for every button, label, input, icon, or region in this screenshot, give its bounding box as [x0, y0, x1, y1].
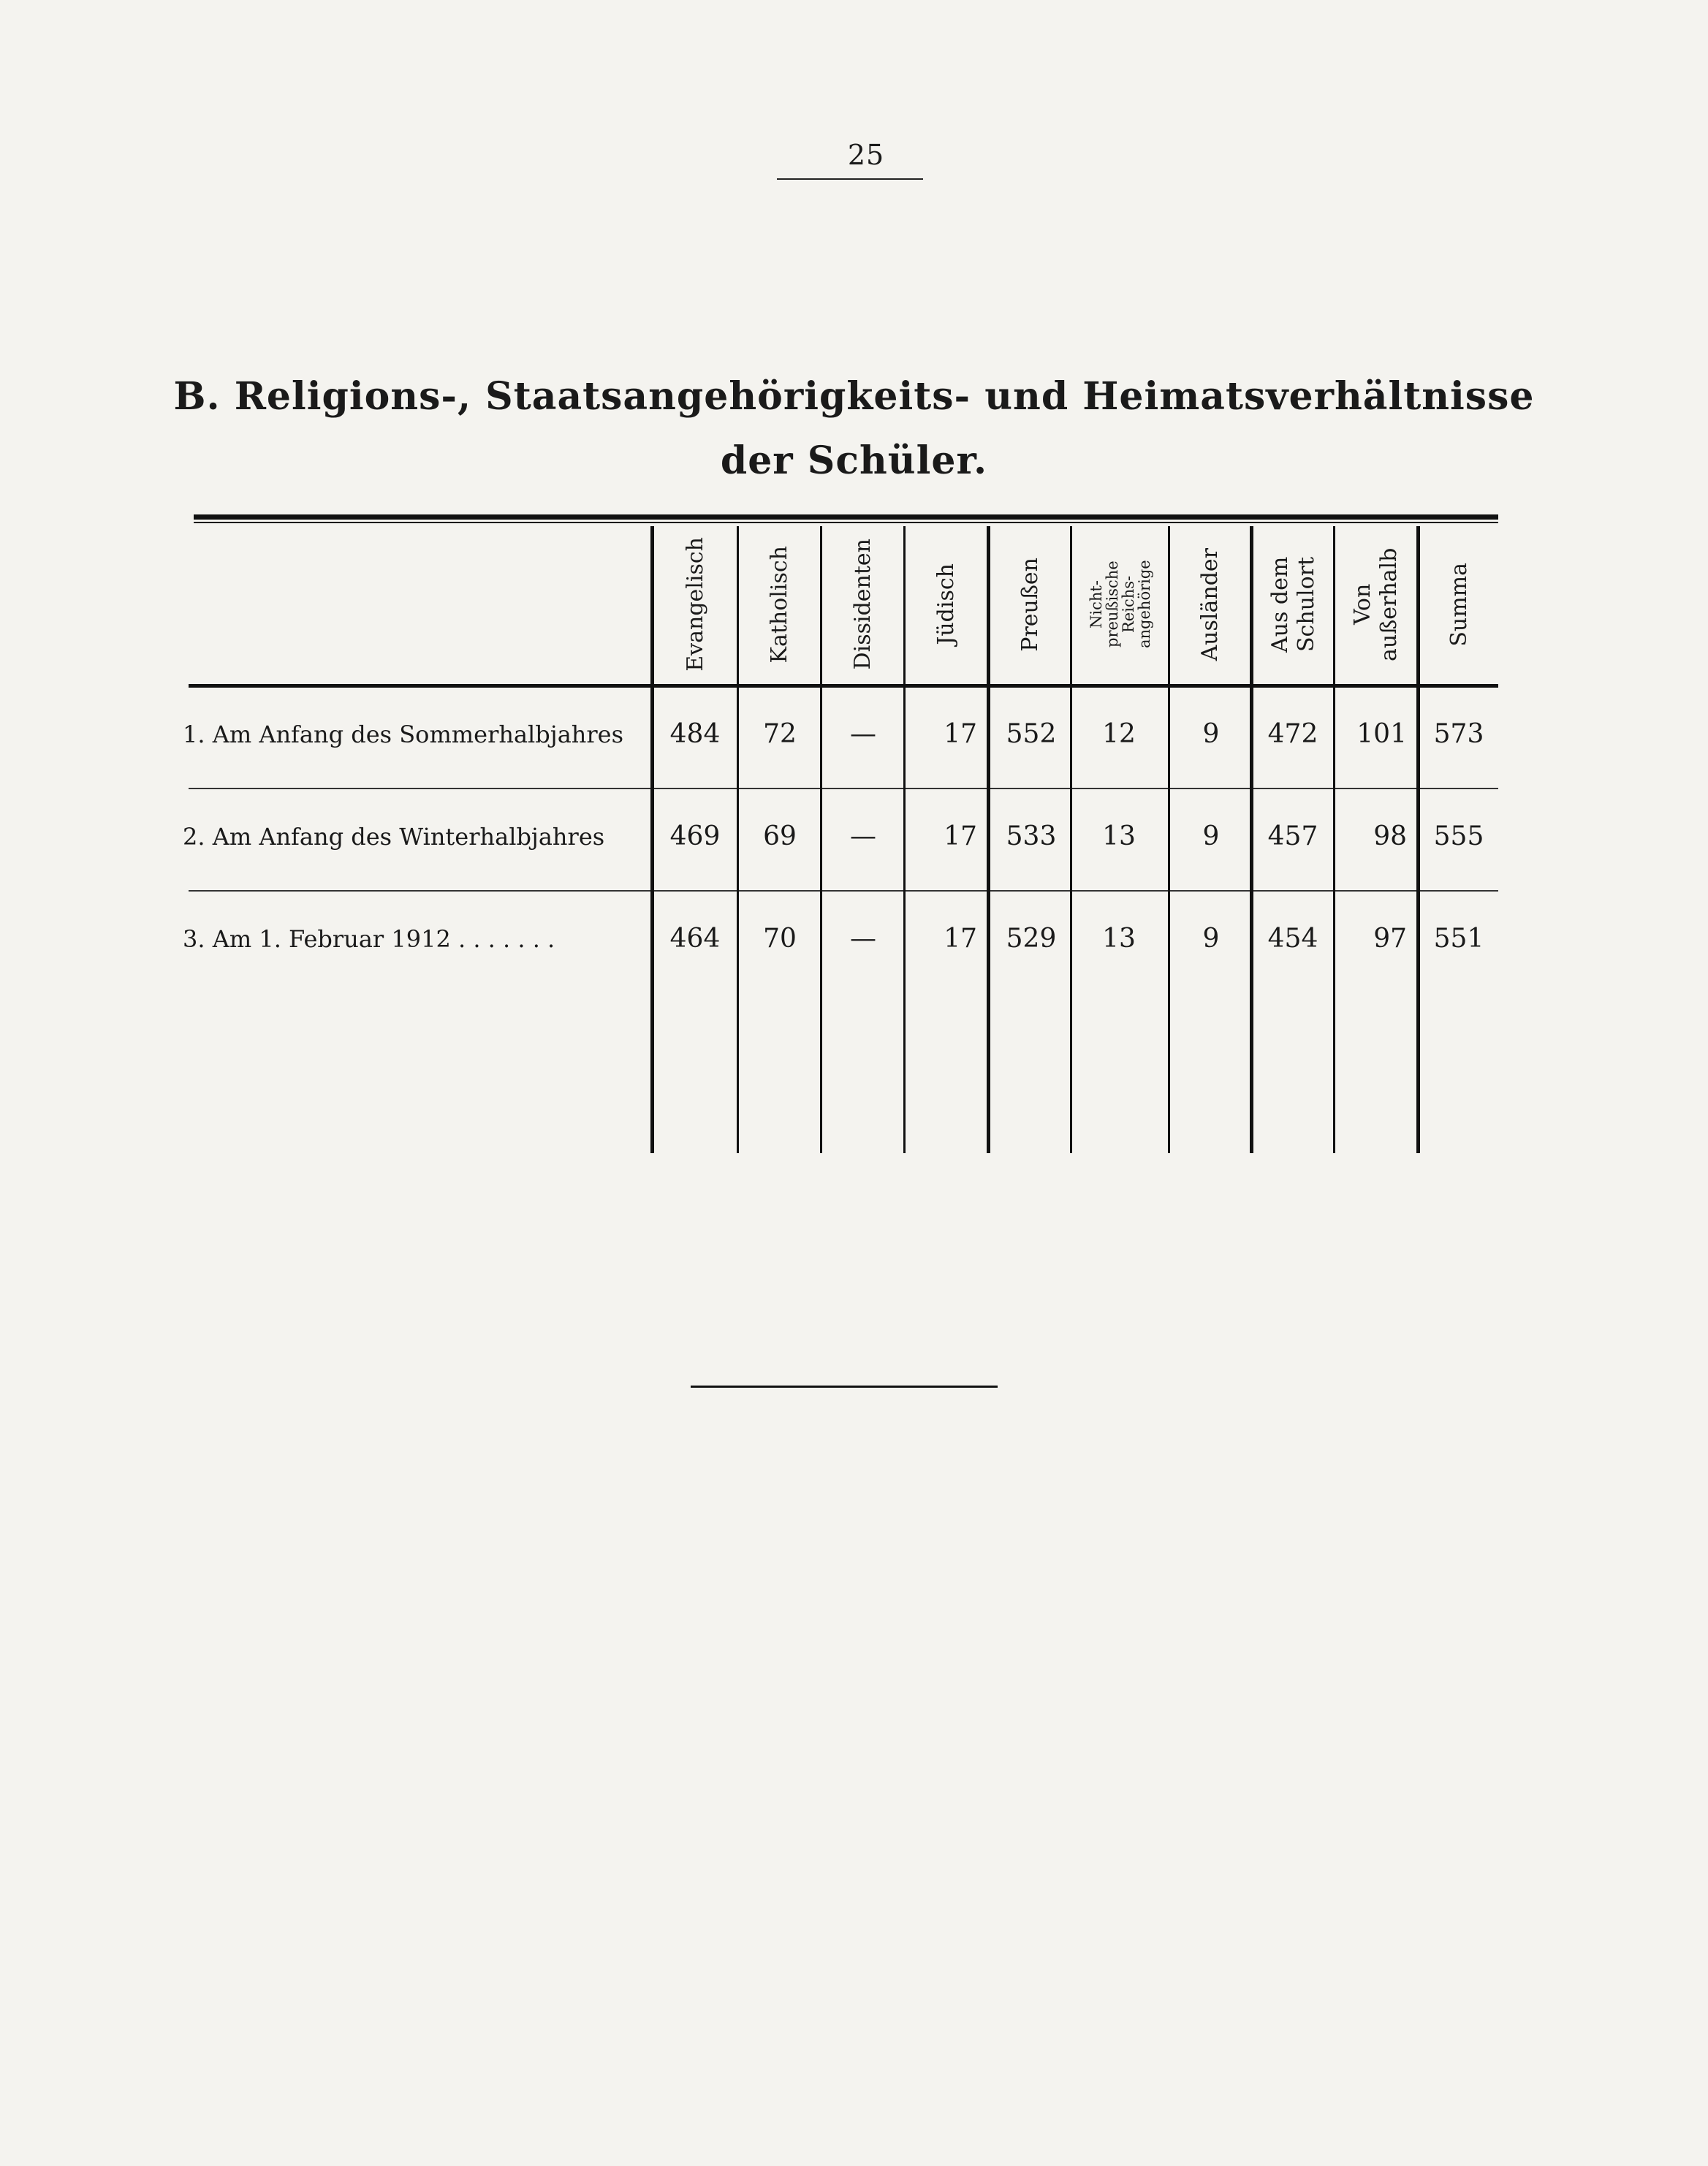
- row-separator-2: [189, 890, 1498, 892]
- cell: 533: [1006, 821, 1057, 851]
- cell: 484: [669, 719, 721, 749]
- closing-rule: [691, 1386, 998, 1388]
- column-header: Von außerhalb: [1349, 547, 1402, 661]
- cell: 552: [1006, 719, 1057, 749]
- column-header: Aus dem Schulort: [1267, 556, 1319, 653]
- column-header: Ausländer: [1196, 547, 1223, 661]
- cell: 555: [1433, 821, 1484, 851]
- cell: —: [850, 821, 876, 851]
- cell: 551: [1433, 924, 1484, 954]
- row-label: 2. Am Anfang des Winterhalbjahres: [183, 823, 605, 851]
- column-header: Summa: [1446, 562, 1472, 647]
- cell: 9: [1202, 821, 1220, 851]
- cell: 101: [1356, 719, 1407, 749]
- cell: 9: [1202, 719, 1220, 749]
- cell: 472: [1267, 719, 1318, 749]
- section-subtitle: der Schüler.: [720, 438, 988, 483]
- row-label: 3. Am 1. Februar 1912 . . . . . . .: [183, 925, 555, 953]
- column-header: Jüdisch: [933, 563, 959, 645]
- table-top-rule-thin: [194, 522, 1498, 523]
- cell: 529: [1006, 924, 1057, 954]
- column-header: Preußen: [1017, 557, 1043, 652]
- column-header: Katholisch: [766, 545, 792, 664]
- cell: 573: [1433, 719, 1484, 749]
- cell: 70: [763, 924, 797, 954]
- header-bottom-rule: [189, 684, 1498, 688]
- table-top-rule: [194, 514, 1498, 520]
- cell: 72: [763, 719, 797, 749]
- row-separator-1: [189, 788, 1498, 789]
- cell: 98: [1373, 821, 1407, 851]
- cell: 469: [669, 821, 721, 851]
- cell: —: [850, 924, 876, 954]
- column-header: Evangelisch: [682, 537, 708, 672]
- cell: 97: [1373, 924, 1407, 954]
- column-header: Dissidenten: [849, 539, 876, 670]
- cell: 457: [1267, 821, 1318, 851]
- page-number: 25: [847, 139, 885, 171]
- cell: 13: [1102, 924, 1136, 954]
- cell: 17: [944, 924, 977, 954]
- section-title: B. Religions-, Staatsangehörigkeits- und Heimatsverhältnisse: [173, 374, 1535, 419]
- cell: 17: [944, 719, 977, 749]
- cell: —: [850, 719, 876, 749]
- cell: 17: [944, 821, 977, 851]
- cell: 13: [1102, 821, 1136, 851]
- cell: 9: [1202, 924, 1220, 954]
- cell: 12: [1102, 719, 1136, 749]
- cell: 69: [763, 821, 797, 851]
- cell: 464: [669, 924, 721, 954]
- column-header: Nicht-preußische Reichs-angehörige: [1087, 560, 1153, 649]
- row-label: 1. Am Anfang des Sommerhalbjahres: [183, 721, 624, 748]
- page-number-underline: [777, 178, 923, 180]
- cell: 454: [1267, 924, 1318, 954]
